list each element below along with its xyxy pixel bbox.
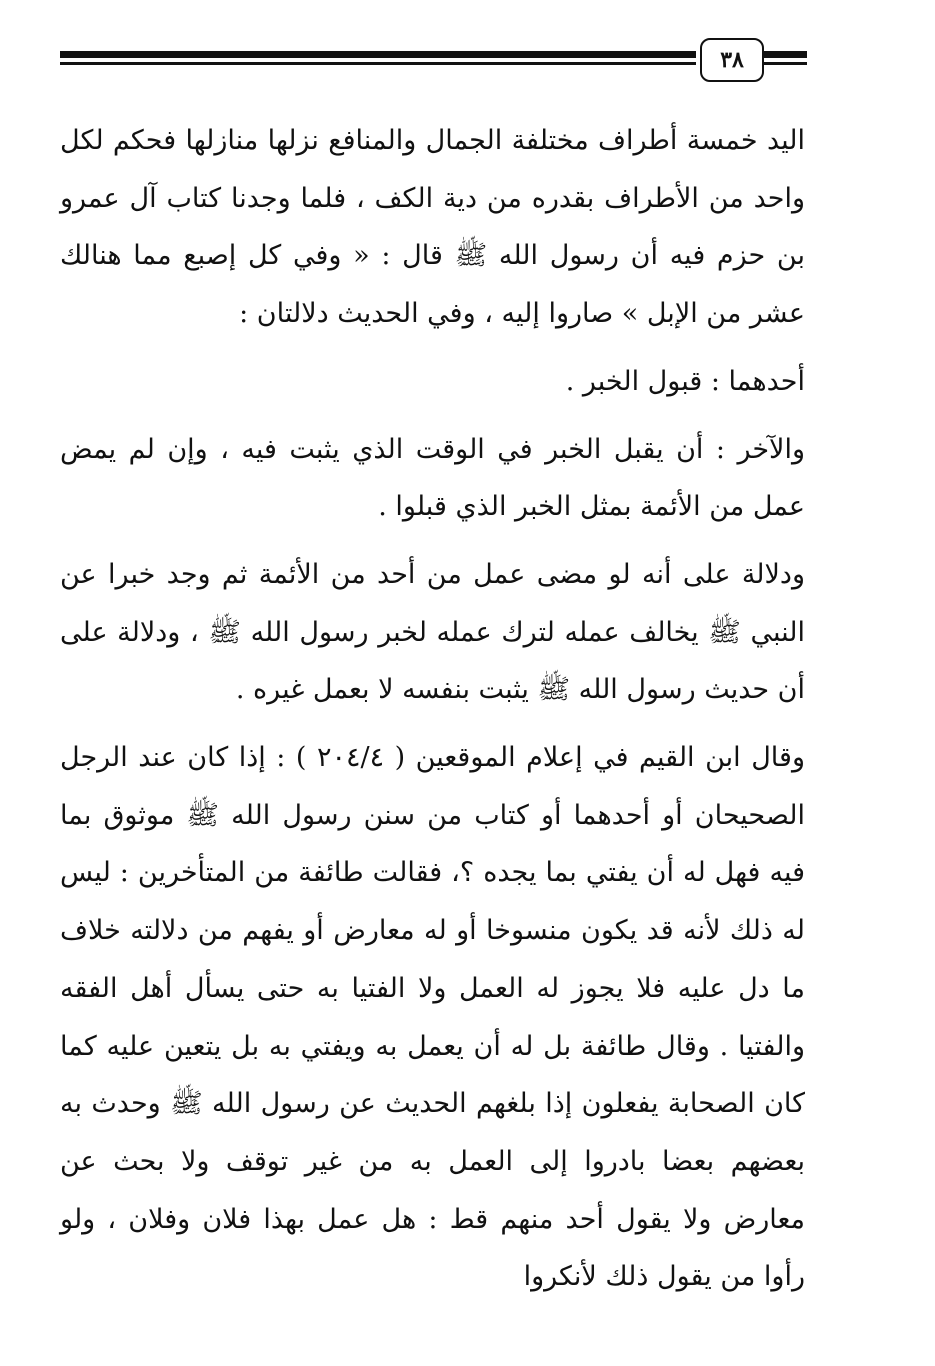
body-text [60, 112, 805, 1306]
header-rule-thick [60, 51, 696, 58]
page-number: ٣٨ [700, 38, 764, 82]
paragraph: ودلالة على أنه لو مضى عمل من أحد من الأئمة ثم وجد خبرا عن النبي ﷺ يخالف عمله لترك عمله لخبر رسول الله ﷺ ، ودلالة على أن حديث رسول الله ﷺ يثبت بنفسه لا بعمل غيره . [60, 558, 805, 706]
header-rule-left [60, 38, 696, 82]
header-rule-thin [763, 62, 807, 65]
paragraph: أحدهما : قبول الخبر . [565, 365, 805, 397]
header-rule-right [763, 38, 807, 82]
header-rule-thin [60, 62, 696, 65]
paragraph: والآخر : أن يقبل الخبر في الوقت الذي يثبت فيه ، وإن لم يمض عمل من الأئمة بمثل الخبر الذي قبلوا . [60, 433, 805, 523]
paragraph: وقال ابن القيم في إعلام الموقعين ( ٢٠٤/٤ ) : إذا كان عند الرجل الصحيحان أو أحدهما أو كتاب من سنن رسول الله ﷺ موثوق بما فيه فهل له أن يفتي بما يجده ؟، فقالت طائفة من المتأخرين : ليس له ذلك لأنه قد يكون منسوخا أو له معارض أو يفهم من دلالته خلاف ما دل عليه فلا يجوز له العمل ولا الفتيا به حتى يسأل أهل الفقه والفتيا . وقال طائفة بل له أن يعمل به ويفتي به بل يتعين عليه كما كان الصحابة يفعلون إذا بلغهم الحديث عن رسول الله ﷺ وحدث به بعضهم بعضا بادروا إلى العمل به من غير توقف ولا بحث عن معارض ولا يقول أحد منهم قط : هل عمل بهذا فلان وفلان ، ولو رأوا من يقول ذلك لأنكروا [60, 742, 805, 1293]
paragraph: اليد خمسة أطراف مختلفة الجمال والمنافع نزلها منازلها فحكم لكل واحد من الأطراف بقدره من دية الكف ، فلما وجدنا كتاب آل عمرو بن حزم فيه أن رسول الله ﷺ قال : « وفي كل إصبع مما هنالك عشر من الإبل » صاروا إليه ، وفي الحديث دلالتان : [60, 125, 805, 330]
page-header [60, 38, 807, 82]
header-rule-thick [763, 51, 807, 58]
